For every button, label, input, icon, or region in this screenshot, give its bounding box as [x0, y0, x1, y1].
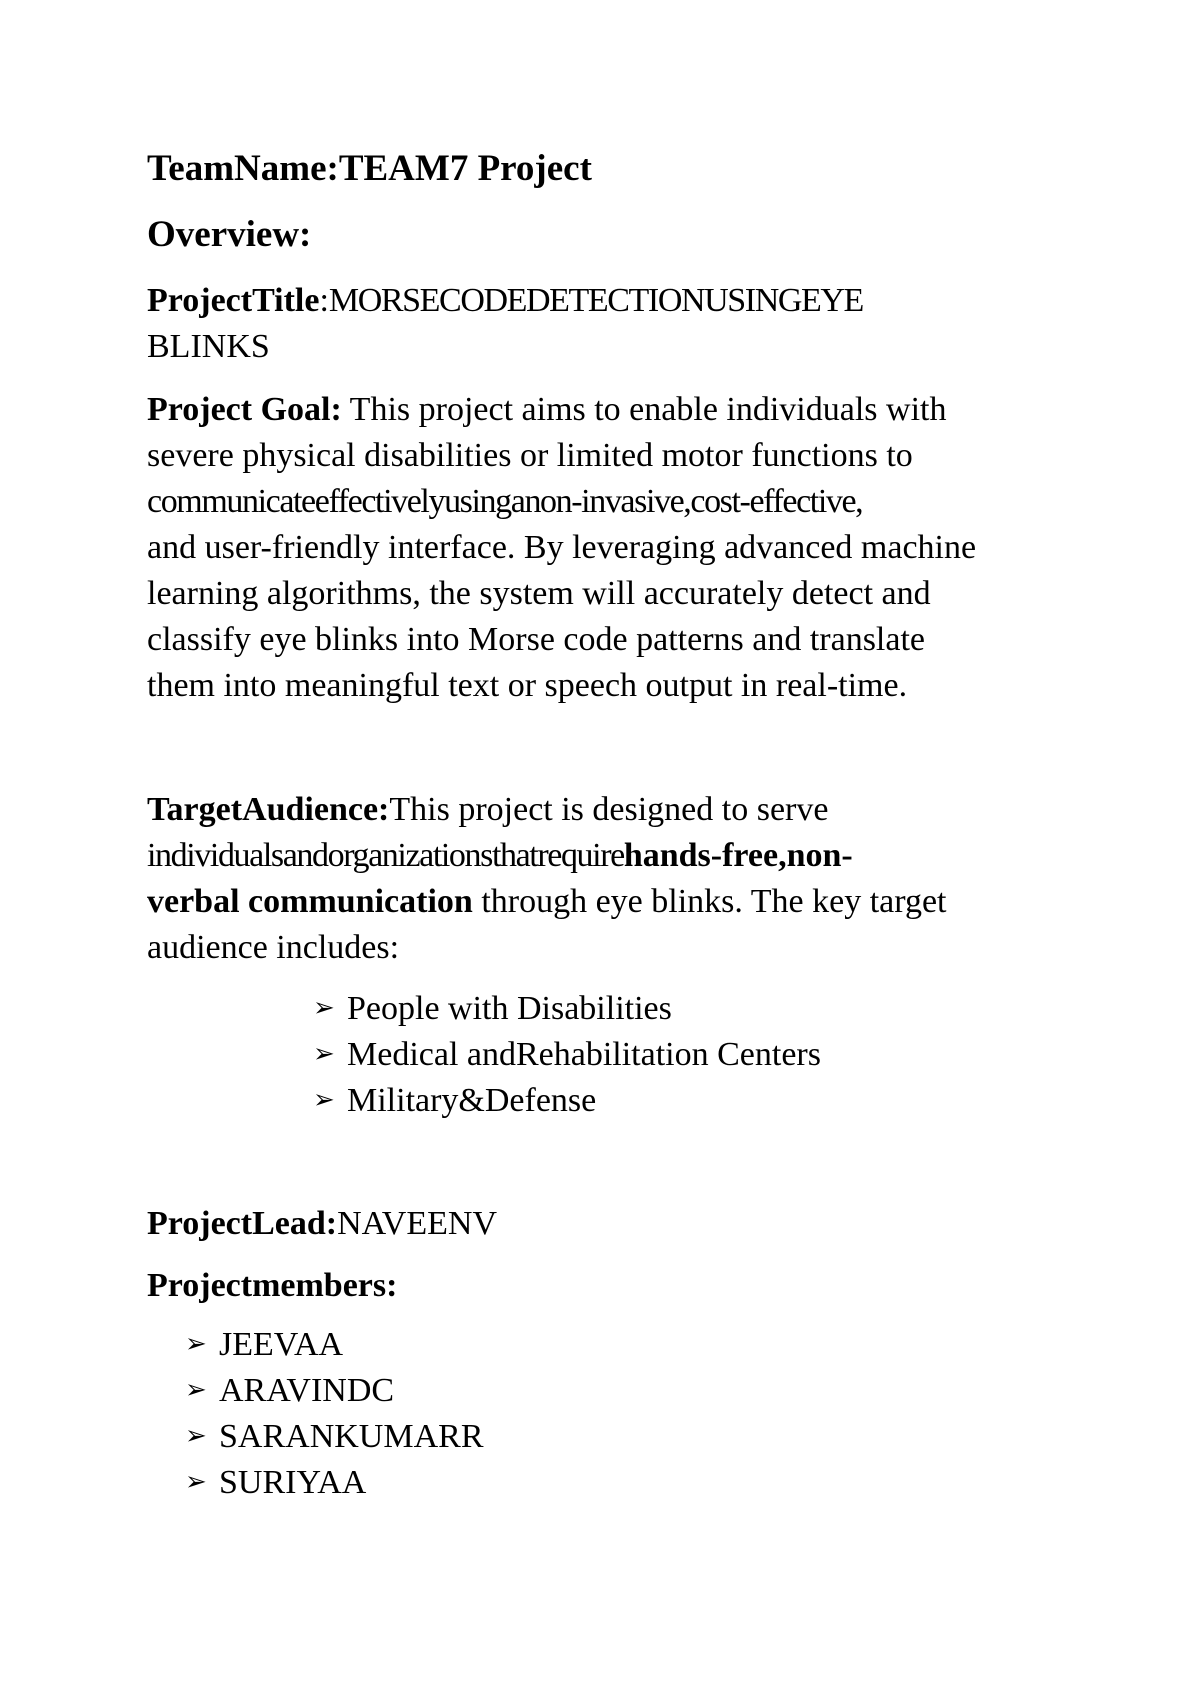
member-list-item [185, 1466, 366, 1500]
target-audience-label: TargetAudience: [147, 791, 390, 828]
arrowhead-bullet-icon: ➢ [185, 1329, 207, 1359]
project-lead-line [147, 1207, 497, 1241]
project-title-label: ProjectTitle [147, 282, 320, 319]
target-audience-line-3 [147, 885, 947, 919]
arrowhead-bullet-icon: ➢ [185, 1375, 207, 1405]
project-title-separator: : [319, 282, 329, 319]
target-audience-text-1: This project is designed to serve [389, 791, 829, 828]
arrowhead-bullet-icon: ➢ [185, 1467, 207, 1497]
project-lead-label: ProjectLead: [147, 1205, 338, 1242]
project-title-line [147, 284, 863, 318]
target-audience-text-2: individualsandorganizationsthatrequire [147, 837, 624, 874]
member-name: JEEVAA [219, 1326, 344, 1363]
project-goal-label: Project Goal: [147, 391, 342, 428]
project-goal-line-3: communicateeffectivelyusinganon-invasive,cost-effective, [147, 483, 863, 520]
project-lead-value: NAVEENV [337, 1205, 498, 1242]
audience-item-label: Medical andRehabilitation Centers [347, 1036, 821, 1073]
target-audience-bold-2: hands-free,non- [623, 837, 853, 874]
arrowhead-bullet-icon: ➢ [313, 993, 335, 1023]
project-title-continuation: BLINKS [147, 328, 270, 365]
project-members-label: Projectmembers: [147, 1267, 398, 1304]
project-goal-line-1 [147, 393, 946, 427]
target-audience-bold-3: verbal communication [147, 883, 473, 920]
audience-list-item [313, 1038, 821, 1072]
arrowhead-bullet-icon: ➢ [313, 1085, 335, 1115]
arrowhead-bullet-icon: ➢ [313, 1039, 335, 1069]
team-name-value: TEAM7 Project [338, 148, 592, 189]
arrowhead-bullet-icon: ➢ [185, 1421, 207, 1451]
project-goal-text-1: This project aims to enable individuals with [341, 391, 947, 428]
target-audience-line-2 [147, 839, 853, 873]
audience-list-item [313, 1084, 596, 1118]
project-goal-line-6: classify eye blinks into Morse code patterns and translate [147, 621, 925, 658]
project-goal-line-2: severe physical disabilities or limited motor functions to [147, 437, 913, 474]
member-name: SURIYAA [219, 1464, 367, 1501]
member-name: SARANKUMARR [219, 1418, 484, 1455]
member-list-item [185, 1328, 343, 1362]
member-name: ARAVINDC [219, 1372, 395, 1409]
overview-heading: Overview: [147, 214, 312, 255]
project-title-value: MORSECODEDETECTIONUSINGEYE [328, 282, 863, 319]
audience-item-label: Military&Defense [347, 1082, 597, 1119]
project-goal-line-5: learning algorithms, the system will accurately detect and [147, 575, 931, 612]
team-name-label: TeamName: [147, 148, 339, 189]
project-goal-line-7: them into meaningful text or speech output in real-time. [147, 667, 908, 704]
project-goal-line-4: and user-friendly interface. By leveraging advanced machine [147, 529, 977, 566]
target-audience-line-4: audience includes: [147, 929, 400, 966]
member-list-item [185, 1374, 394, 1408]
target-audience-text-3: through eye blinks. The key target [472, 883, 947, 920]
team-name-line [147, 150, 592, 187]
member-list-item [185, 1420, 484, 1454]
audience-list-item [313, 992, 672, 1026]
project-members-heading [147, 1269, 397, 1303]
target-audience-line-1 [147, 793, 828, 827]
audience-item-label: People with Disabilities [347, 990, 672, 1027]
